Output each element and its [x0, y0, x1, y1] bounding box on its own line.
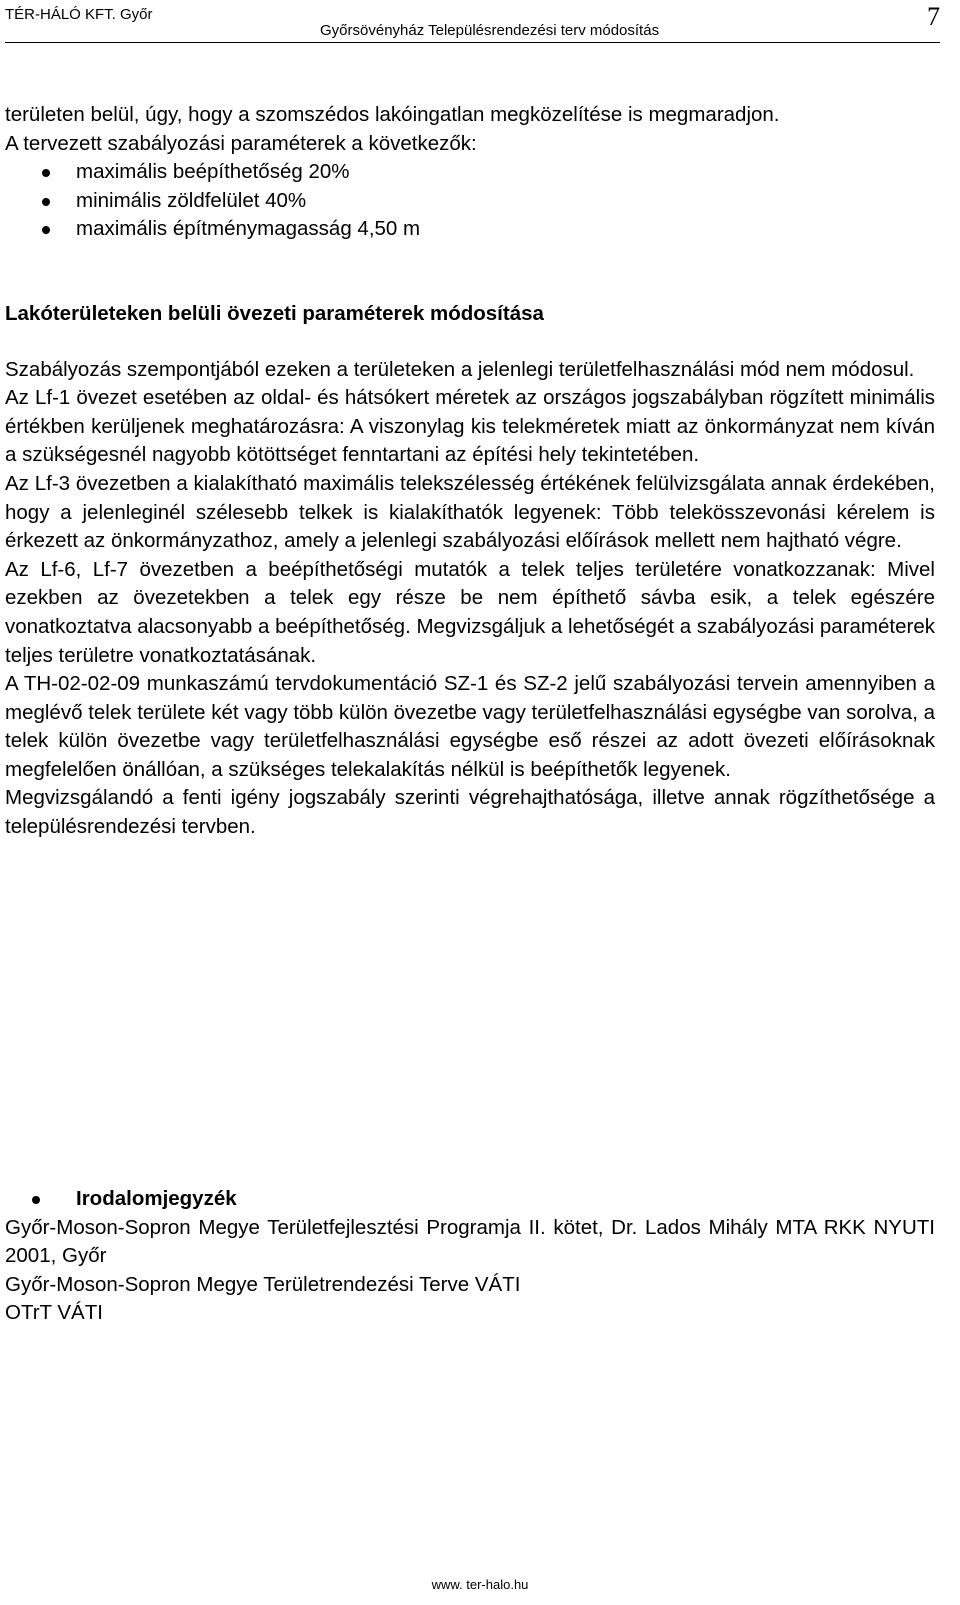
page-number: 7 — [927, 2, 940, 31]
section-heading: Lakóterületeken belüli övezeti paraméterek módosítása — [5, 301, 544, 325]
bullet-icon — [32, 1196, 40, 1204]
list-item — [5, 187, 935, 216]
page-footer — [0, 1577, 960, 1593]
bibliography-heading — [5, 1185, 935, 1214]
section-paragraph: Szabályozás szempontjából ezeken a területeken a jelenlegi területfelhasználási mód nem módosul. — [5, 357, 915, 381]
intro-paragraph: területen belül, úgy, hogy a szomszédos lakóingatlan megközelítése is megmaradjon. — [5, 103, 780, 126]
page-body — [5, 101, 935, 842]
bullet-icon — [42, 198, 50, 206]
list-item — [5, 215, 935, 244]
bibliography-heading-text: Irodalomjegyzék — [76, 1187, 237, 1210]
bibliography-entry: Győr-Moson-Sopron Megye Területrendezési Terve VÁTI — [5, 1272, 521, 1296]
header-company: TÉR-HÁLÓ KFT. Győr — [5, 6, 153, 23]
section-paragraph: Megvizsgálandó a fenti igény jogszabály szerinti végrehajthatósága, illetve annak rögzíthetősége a településrendezési tervben. — [5, 786, 935, 839]
section-paragraph: Az Lf-3 övezetben a kialakítható maximális telekszélesség értékének felülvizsgálata annak érdekében, hogy a jelenleginél szélesebb telkek is kialakíthatók legyenek: Több telekösszevonási kérelem is érkezett az önkormányzathoz, amely a jelenlegi szabályozási előírások mellett nem hajtható végre. — [5, 471, 935, 553]
section-paragraph: A TH-02-02-09 munkaszámú tervdokumentáció SZ-1 és SZ-2 jelű szabályozási tervein amennyiben a meglévő telek területe két vagy több külön övezetbe vagy területfelhasználási egységbe van sorolva, a telek külön övezetbe vagy területfelhasználási egységbe eső részei az adott övezeti előírásoknak megfelelően önállóan, a szükséges telekalakítás nélkül is beépíthetők legyenek. — [5, 672, 935, 781]
list-item-text: maximális építménymagasság 4,50 m — [76, 217, 421, 241]
bibliography-entry: OTrT VÁTI — [5, 1301, 103, 1325]
parameters-lead: A tervezett szabályozási paraméterek a következők: — [5, 131, 477, 155]
bibliography — [5, 1185, 935, 1328]
bullet-icon — [42, 169, 50, 177]
parameters-list — [5, 158, 935, 244]
header-document-title: Győrsövényház Településrendezési terv módosítás — [320, 22, 660, 39]
list-item — [5, 158, 935, 187]
bibliography-entry: Győr-Moson-Sopron Megye Területfejlesztési Programja II. kötet, Dr. Lados Mihály MTA RKK NYUTI 2001, Győr — [5, 1215, 935, 1268]
footer-url: www. ter-halo.hu — [431, 1577, 529, 1592]
page-header — [5, 0, 940, 43]
section-paragraph: Az Lf-6, Lf-7 övezetben a beépíthetőségi mutatók a telek teljes területére vonatkozzanak: Mivel ezekben az övezetekben a telek egy része be nem építhető sávba esik, a telek egészére vonatkoztatva alacsonyabb a beépíthetőség. Megvizsgáljuk a lehetőségét a szabályozási paraméterek teljes területre vonatkoztatásának. — [5, 557, 935, 667]
bullet-icon — [42, 226, 50, 234]
section-paragraph: Az Lf-1 övezet esetében az oldal- és hátsókert méretek az országos jogszabályban rögzített minimális értékben kerüljenek meghatározásra: A viszonylag kis telekméretek miatt az önkormányzat nem kíván a szükségesnél nagyobb kötöttséget fenntartani az építési hely tekintetében. — [5, 386, 935, 467]
list-item-text: maximális beépíthetőség 20% — [76, 160, 350, 184]
list-item-text: minimális zöldfelület 40% — [76, 188, 307, 212]
